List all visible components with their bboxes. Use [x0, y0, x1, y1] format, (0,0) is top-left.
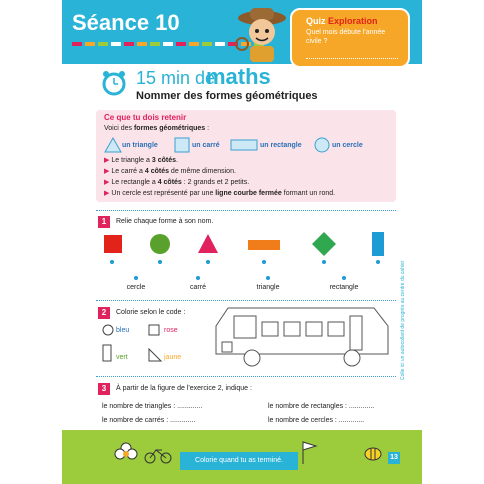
bus-figure[interactable]	[214, 306, 390, 370]
quiz-question: Quel mois débute l'année civile ?	[306, 29, 386, 45]
red-square-icon	[104, 235, 122, 253]
triangle-icon	[104, 137, 122, 153]
rectangle-code-icon	[102, 344, 112, 362]
answer-circles[interactable]: le nombre de cercles : .............	[268, 417, 365, 424]
retain-box	[96, 110, 396, 202]
shape-label-rectangle: un rectangle	[260, 142, 302, 149]
shape-label-square: un carré	[192, 142, 220, 149]
stripe	[176, 42, 186, 46]
green-diamond-icon	[312, 232, 336, 256]
arrow-icon: ▶	[104, 168, 110, 175]
shape-label-triangle: un triangle	[122, 142, 158, 149]
shape-name: rectangle	[329, 284, 359, 291]
exercise-instruction: À partir de la figure de l'exercice 2, indique :	[116, 385, 252, 392]
fact-line: ▶ Le rectangle a 4 côtés : 2 grands et 2 petits.	[104, 179, 250, 186]
duration-label: 15 min de	[136, 68, 216, 88]
connect-dot[interactable]	[266, 276, 270, 280]
blue-rectangle-icon	[372, 232, 384, 256]
shape-label-circle: un cercle	[332, 142, 363, 149]
answer-squares[interactable]: le nombre de carrés : .............	[102, 417, 196, 424]
connect-dot[interactable]	[262, 260, 266, 264]
answer-rectangles[interactable]: le nombre de rectangles : .............	[268, 403, 375, 410]
fact-line: ▶ Le carré a 4 côtés de même dimension.	[104, 168, 236, 175]
stripe	[85, 42, 95, 46]
stripe	[215, 42, 225, 46]
shape-name: carré	[190, 284, 206, 291]
square-code-icon	[148, 324, 160, 336]
separator	[96, 376, 396, 377]
shape-examples	[100, 137, 390, 153]
code-label-yellow: jaune	[164, 354, 182, 361]
completion-banner: Colorie quand tu as terminé.	[180, 452, 298, 470]
connect-dot[interactable]	[196, 276, 200, 280]
shape-name: triangle	[256, 284, 280, 291]
square-icon	[174, 137, 190, 153]
connect-dot[interactable]	[322, 260, 326, 264]
exercise-number: 2	[98, 307, 110, 319]
explorer-mascot-icon	[234, 4, 290, 64]
stripe	[202, 42, 212, 46]
code-label-blue: bleu	[116, 327, 130, 334]
side-note: Colle ici un autocollant de progrès au centre du cahier	[400, 260, 406, 380]
page-number: 13	[388, 452, 400, 464]
answer-triangles[interactable]: le nombre de triangles : .............	[102, 403, 203, 410]
connect-dot[interactable]	[376, 260, 380, 264]
code-label-pink: rose	[164, 327, 178, 334]
stripe	[111, 42, 121, 46]
stripe	[150, 42, 160, 46]
separator	[96, 210, 396, 211]
stripe	[137, 42, 147, 46]
circle-code-icon	[102, 324, 114, 336]
stripe	[163, 42, 173, 46]
arrow-icon: ▶	[104, 179, 110, 186]
separator	[96, 300, 396, 301]
retain-intro: Voici des formes géométriques :	[104, 125, 210, 132]
pink-triangle-icon	[198, 234, 218, 253]
exercise-number: 1	[98, 216, 110, 228]
subject-label: maths	[206, 64, 271, 89]
flower-icon	[112, 440, 140, 468]
circle-icon	[314, 137, 330, 153]
retain-heading: Ce que tu dois retenir	[104, 113, 187, 122]
exercise1-shapes	[102, 232, 402, 262]
connect-dot[interactable]	[134, 276, 138, 280]
shape-name: cercle	[126, 284, 146, 291]
bee-icon	[362, 444, 384, 462]
fact-line: ▶ Le triangle a 3 côtés.	[104, 157, 178, 164]
orange-rectangle-icon	[248, 240, 280, 250]
code-label-green: vert	[116, 354, 128, 361]
arrow-icon: ▶	[104, 157, 110, 164]
exercise-instruction: Colorie selon le code :	[116, 309, 186, 316]
connect-dot[interactable]	[158, 260, 162, 264]
quiz-bubble	[290, 8, 410, 68]
header-banner	[62, 0, 422, 64]
exercise-instruction: Relie chaque forme à son nom.	[116, 218, 214, 225]
connect-dot[interactable]	[110, 260, 114, 264]
rectangle-icon	[230, 139, 258, 151]
green-circle-icon	[150, 234, 170, 254]
flag-icon	[300, 440, 318, 464]
stripe	[72, 42, 82, 46]
alarm-clock-icon	[100, 70, 128, 96]
fact-line: ▶ Un cercle est représenté par une ligne courbe fermée formant un rond.	[104, 190, 336, 197]
triangle-code-icon	[148, 348, 162, 362]
bicycle-icon	[144, 444, 172, 464]
connect-dot[interactable]	[342, 276, 346, 280]
session-title: Séance 10	[72, 10, 180, 35]
lesson-subtitle: Nommer des formes géométriques	[136, 90, 318, 102]
connect-dot[interactable]	[206, 260, 210, 264]
stripe	[98, 42, 108, 46]
stripe	[124, 42, 134, 46]
quiz-answer-line[interactable]	[306, 58, 398, 59]
stripe	[189, 42, 199, 46]
exercise-number: 3	[98, 383, 110, 395]
quiz-title: Quiz Exploration	[306, 16, 378, 26]
workbook-page	[62, 0, 422, 484]
arrow-icon: ▶	[104, 190, 110, 197]
